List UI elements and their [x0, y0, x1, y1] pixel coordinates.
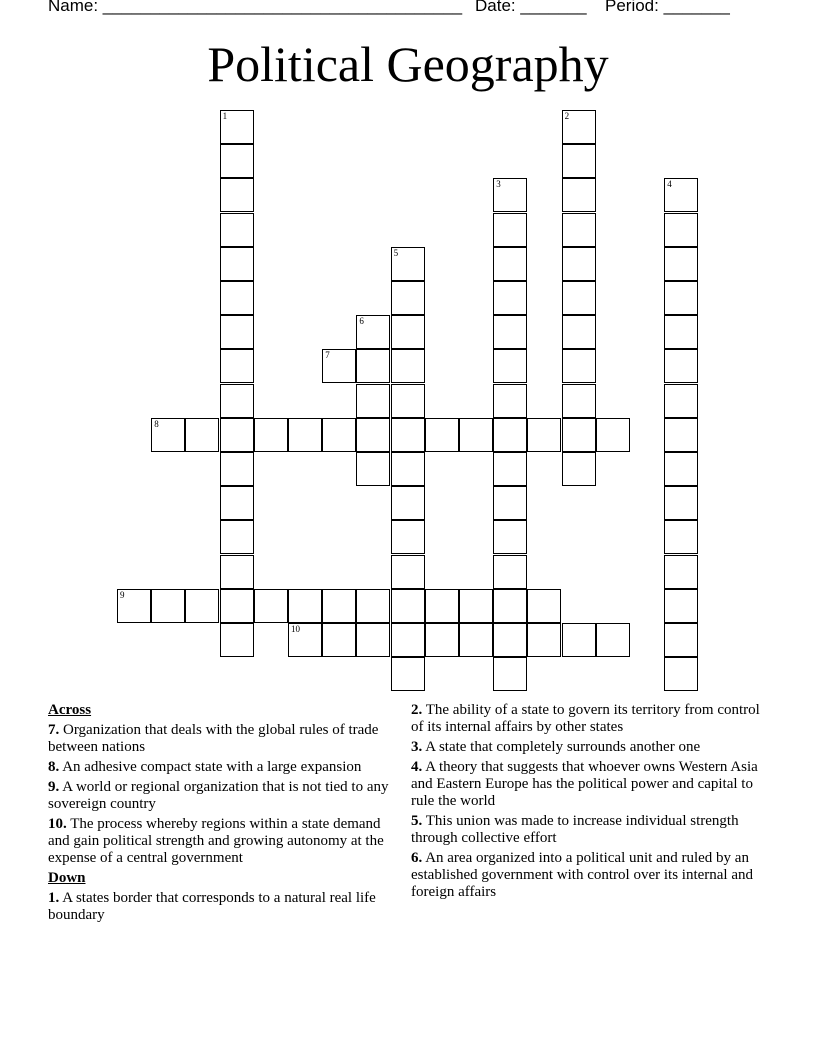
crossword-cell[interactable] [527, 418, 561, 452]
crossword-cell[interactable] [527, 589, 561, 623]
clue-across-9: 9. A world or regional organization that is not tied to any sovereign country [48, 779, 389, 812]
clue-number: 2 [564, 111, 570, 121]
crossword-cell[interactable] [562, 178, 596, 212]
crossword-cell[interactable] [220, 315, 254, 349]
crossword-cell[interactable] [562, 315, 596, 349]
crossword-cell[interactable] [562, 110, 596, 144]
crossword-cell[interactable] [459, 589, 493, 623]
clue-down-1: 1. A states border that corresponds to a natural real life boundary [48, 890, 376, 923]
crossword-cell[interactable] [288, 589, 322, 623]
clue-number: 10 [291, 624, 300, 634]
across-heading: Across [48, 702, 92, 718]
crossword-cell[interactable] [220, 178, 254, 212]
crossword-cell[interactable] [391, 315, 425, 349]
crossword-cell[interactable] [596, 418, 630, 452]
crossword-cell[interactable] [664, 486, 698, 520]
crossword-cell[interactable] [664, 384, 698, 418]
crossword-cell[interactable] [425, 418, 459, 452]
clue-number: 9 [120, 589, 125, 600]
crossword-cell[interactable] [459, 623, 493, 657]
clue-number: 8 [154, 418, 159, 429]
clue-down-5: 5. This union was made to increase individual strength through collective effort [411, 813, 739, 846]
crossword-cell[interactable] [391, 657, 425, 691]
crossword-cell[interactable] [356, 315, 390, 349]
crossword-cell[interactable] [664, 315, 698, 349]
crossword-cell[interactable] [220, 349, 254, 383]
crossword-cell[interactable] [562, 623, 596, 657]
crossword-cell[interactable] [527, 623, 561, 657]
crossword-cell[interactable] [562, 144, 596, 178]
crossword-cell[interactable] [664, 349, 698, 383]
crossword-cell[interactable] [391, 281, 425, 315]
crossword-cell[interactable] [220, 384, 254, 418]
clue-column-left [48, 702, 393, 927]
crossword-cell[interactable] [391, 418, 425, 452]
crossword-cell[interactable] [356, 452, 390, 486]
clue-number: 3 [496, 179, 501, 190]
crossword-cell[interactable] [493, 623, 527, 657]
crossword-cell[interactable] [220, 144, 254, 178]
crossword-cell[interactable] [220, 623, 254, 657]
crossword-cell[interactable] [562, 247, 596, 281]
crossword-cell[interactable] [459, 418, 493, 452]
crossword-cell[interactable] [664, 623, 698, 657]
crossword-cell[interactable] [151, 418, 185, 452]
clue-down-4: 4. A theory that suggests that whoever owns Western Asia and Eastern Europe has the political power and capital to rule the world [411, 759, 758, 809]
crossword-cell[interactable] [562, 213, 596, 247]
crossword-cell[interactable] [562, 349, 596, 383]
clue-across-10: 10. The process whereby regions within a state demand and gain political strength and growing autonomy at the expense of a central government [48, 816, 384, 866]
crossword-cell[interactable] [664, 418, 698, 452]
crossword-cell[interactable] [493, 589, 527, 623]
crossword-cell[interactable] [391, 589, 425, 623]
crossword-cell[interactable] [664, 281, 698, 315]
crossword-cell[interactable] [356, 623, 390, 657]
crossword-cell[interactable] [220, 281, 254, 315]
crossword-cell[interactable] [493, 657, 527, 691]
crossword-cell[interactable] [391, 247, 425, 281]
clue-down-2: 2. The ability of a state to govern its territory from control of its internal affairs by other states [411, 702, 760, 735]
crossword-cell[interactable] [664, 555, 698, 589]
crossword-cell[interactable] [220, 418, 254, 452]
page-title: Political Geography [207, 36, 609, 92]
crossword-cell[interactable] [220, 213, 254, 247]
crossword-cell[interactable] [391, 555, 425, 589]
crossword-cell[interactable] [425, 623, 459, 657]
crossword-cell[interactable] [322, 623, 356, 657]
crossword-cell[interactable] [664, 589, 698, 623]
clue-number: 5 [393, 247, 399, 258]
crossword-cell[interactable] [391, 520, 425, 554]
crossword-cell[interactable] [356, 384, 390, 418]
crossword-cell[interactable] [493, 315, 527, 349]
crossword-cell[interactable] [220, 486, 254, 520]
crossword-cell[interactable] [356, 349, 390, 383]
crossword-cell[interactable] [220, 589, 254, 623]
date-field[interactable]: Date: _______ [475, 0, 587, 15]
crossword-cell[interactable] [185, 589, 219, 623]
clue-number: 6 [359, 316, 364, 327]
name-field[interactable]: Name: ______________________________________ [48, 0, 463, 15]
crossword-cell[interactable] [220, 247, 254, 281]
crossword-cell[interactable] [493, 247, 527, 281]
crossword-cell[interactable] [322, 349, 356, 383]
crossword-cell[interactable] [493, 520, 527, 554]
clue-column-right [411, 702, 761, 904]
crossword-cell[interactable] [254, 589, 288, 623]
clue-across-8: 8. An adhesive compact state with a large expansion [48, 759, 362, 775]
crossword-cell[interactable] [151, 589, 185, 623]
crossword-cell[interactable] [664, 452, 698, 486]
crossword-cell[interactable] [664, 657, 698, 691]
crossword-cell[interactable] [493, 486, 527, 520]
crossword-cell[interactable] [493, 213, 527, 247]
crossword-cell[interactable] [117, 589, 151, 623]
crossword-cell[interactable] [562, 384, 596, 418]
crossword-cell[interactable] [596, 623, 630, 657]
crossword-cell[interactable] [391, 623, 425, 657]
crossword-cell[interactable] [562, 281, 596, 315]
crossword-cell[interactable] [322, 418, 356, 452]
crossword-cell[interactable] [664, 178, 698, 212]
crossword-cell[interactable] [185, 418, 219, 452]
crossword-cell[interactable] [288, 623, 322, 657]
crossword-cell[interactable] [493, 281, 527, 315]
crossword-cell[interactable] [288, 418, 322, 452]
crossword-cell[interactable] [493, 452, 527, 486]
crossword-cell[interactable] [391, 384, 425, 418]
crossword-cell[interactable] [664, 247, 698, 281]
clue-across-7: 7. Organization that deals with the global rules of trade between nations [48, 722, 379, 755]
crossword-cell[interactable] [220, 452, 254, 486]
clue-number: 4 [667, 179, 672, 190]
crossword-cell[interactable] [493, 178, 527, 212]
clue-number: 7 [325, 350, 330, 361]
crossword-cell[interactable] [254, 418, 288, 452]
clue-down-3: 3. A state that completely surrounds another one [411, 739, 701, 755]
crossword-cell[interactable] [425, 589, 459, 623]
crossword-cell[interactable] [493, 384, 527, 418]
crossword-cell[interactable] [322, 589, 356, 623]
crossword-cell[interactable] [562, 418, 596, 452]
crossword-cell[interactable] [391, 349, 425, 383]
crossword-cell[interactable] [356, 589, 390, 623]
crossword-cell[interactable] [562, 452, 596, 486]
crossword-cell[interactable] [664, 213, 698, 247]
clue-number: 1 [222, 111, 228, 121]
crossword-cell[interactable] [220, 110, 254, 144]
crossword-cell[interactable] [391, 452, 425, 486]
crossword-cell[interactable] [493, 418, 527, 452]
down-heading: Down [48, 870, 86, 886]
crossword-cell[interactable] [391, 486, 425, 520]
period-field[interactable]: Period: _______ [605, 0, 730, 15]
crossword-cell[interactable] [220, 520, 254, 554]
crossword-cell[interactable] [493, 555, 527, 589]
clue-down-6: 6. An area organized into a political unit and ruled by an established government with control over its internal and foreign affairs [411, 850, 753, 900]
crossword-cell[interactable] [220, 555, 254, 589]
crossword-cell[interactable] [664, 520, 698, 554]
crossword-cell[interactable] [356, 418, 390, 452]
crossword-cell[interactable] [493, 349, 527, 383]
